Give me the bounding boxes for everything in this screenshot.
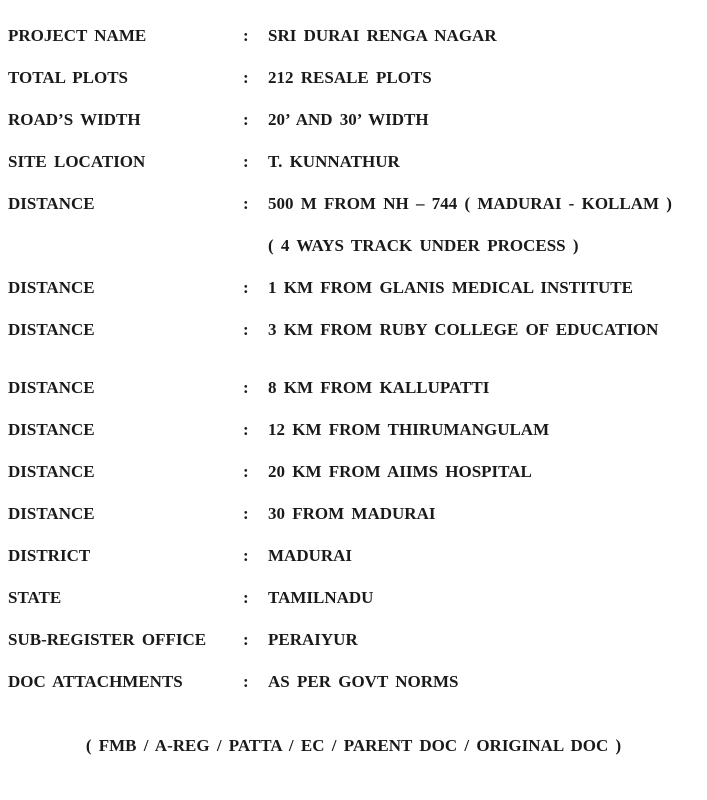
field-value: 1 KM FROM GLANIS MEDICAL INSTITUTE [268, 278, 633, 297]
field-colon: : [243, 630, 249, 649]
field-colon: : [243, 504, 249, 523]
field-value: 12 KM FROM THIRUMANGULAM [268, 420, 550, 439]
field-label: DISTANCE [8, 504, 95, 523]
field-colon: : [243, 320, 249, 339]
row-roads-width [0, 109, 707, 131]
field-value: 3 KM FROM RUBY COLLEGE OF EDUCATION [268, 320, 659, 339]
row-project-name [0, 25, 707, 47]
row-state [0, 587, 707, 609]
field-value: 20’ AND 30’ WIDTH [268, 110, 429, 129]
field-value: SRI DURAI RENGA NAGAR [268, 26, 497, 45]
field-value: TAMILNADU [268, 588, 374, 607]
field-colon: : [243, 110, 249, 129]
field-label: STATE [8, 588, 62, 607]
row-distance-kallupatti [0, 377, 707, 399]
row-doc-attachments [0, 671, 707, 693]
document-list-footer: ( FMB / A-REG / PATTA / EC / PARENT DOC / ORIGINAL DOC ) [85, 736, 622, 755]
field-label: TOTAL PLOTS [8, 68, 128, 87]
field-value: 30 FROM MADURAI [268, 504, 436, 523]
field-label: DOC ATTACHMENTS [8, 672, 183, 691]
field-colon: : [243, 26, 249, 45]
field-colon: : [243, 588, 249, 607]
field-colon: : [243, 152, 249, 171]
field-value: 8 KM FROM KALLUPATTI [268, 378, 490, 397]
field-value: T. KUNNATHUR [268, 152, 400, 171]
row-distance-medical [0, 277, 707, 299]
row-distance-highway [0, 193, 707, 215]
field-colon: : [243, 278, 249, 297]
field-value: PERAIYUR [268, 630, 358, 649]
field-label: DISTANCE [8, 420, 95, 439]
field-value: 500 M FROM NH – 744 ( MADURAI - KOLLAM ) [268, 194, 672, 213]
row-site-location [0, 151, 707, 173]
field-value: AS PER GOVT NORMS [268, 672, 459, 691]
field-colon: : [243, 546, 249, 565]
field-value: MADURAI [268, 546, 353, 565]
row-distance-thirumangulam [0, 419, 707, 441]
field-colon: : [243, 378, 249, 397]
field-label: DISTRICT [8, 546, 91, 565]
field-label: DISTANCE [8, 278, 95, 297]
row-sub-register-office [0, 629, 707, 651]
field-value: 20 KM FROM AIIMS HOSPITAL [268, 462, 532, 481]
field-label: ROAD’S WIDTH [8, 110, 141, 129]
row-highway-note [0, 235, 707, 257]
row-distance-college [0, 319, 707, 341]
row-district [0, 545, 707, 567]
row-distance-madurai [0, 503, 707, 525]
field-label: SITE LOCATION [8, 152, 146, 171]
field-label: DISTANCE [8, 378, 95, 397]
field-label: DISTANCE [8, 194, 95, 213]
field-value: ( 4 WAYS TRACK UNDER PROCESS ) [268, 236, 579, 255]
field-label: DISTANCE [8, 462, 95, 481]
field-colon: : [243, 194, 249, 213]
field-label: PROJECT NAME [8, 26, 147, 45]
field-colon: : [243, 68, 249, 87]
field-label: DISTANCE [8, 320, 95, 339]
field-colon: : [243, 672, 249, 691]
field-value: 212 RESALE PLOTS [268, 68, 432, 87]
row-total-plots [0, 67, 707, 89]
row-distance-aiims [0, 461, 707, 483]
field-colon: : [243, 462, 249, 481]
field-label: SUB-REGISTER OFFICE [8, 630, 207, 649]
field-colon: : [243, 420, 249, 439]
